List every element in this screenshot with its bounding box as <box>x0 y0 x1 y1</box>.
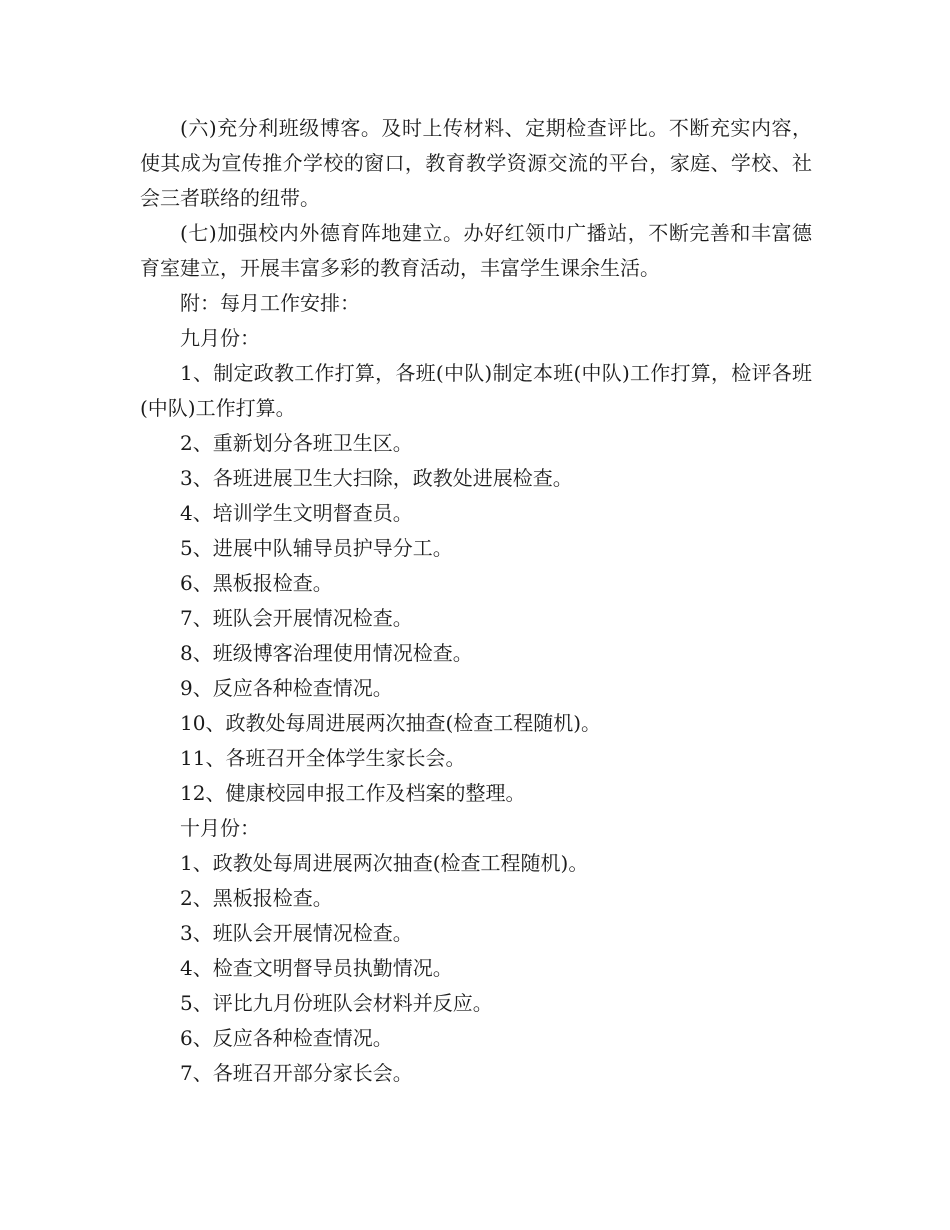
october-item-3: 3、班队会开展情况检查。 <box>180 921 413 945</box>
october-item-1: 1、政教处每周进展两次抽查(检查工程随机)。 <box>180 851 589 875</box>
september-item-6: 6、黑板报检查。 <box>180 571 333 595</box>
paragraph-six: (六)充分利班级博客。及时上传材料、定期检查评比。不断充实内容，使其成为宣传推介学校的窗口，教育教学资源交流的平台，家庭、学校、社会三者联络的纽带。 <box>140 116 812 210</box>
october-item-2: 2、黑板报检查。 <box>180 886 333 910</box>
october-heading: 十月份： <box>180 816 260 840</box>
september-item-7: 7、班队会开展情况检查。 <box>180 606 413 630</box>
september-item-9: 9、反应各种检查情况。 <box>180 676 393 700</box>
september-item-5: 5、进展中队辅导员护导分工。 <box>180 536 453 560</box>
september-item-12: 12、健康校园申报工作及档案的整理。 <box>180 781 526 805</box>
october-item-7: 7、各班召开部分家长会。 <box>180 1061 413 1085</box>
september-heading: 九月份： <box>180 326 260 350</box>
september-item-2: 2、重新划分各班卫生区。 <box>180 431 413 455</box>
september-item-1: 1、制定政教工作打算，各班(中队)制定本班(中队)工作打算，检评各班(中队)工作打算。 <box>140 361 812 420</box>
october-item-5: 5、评比九月份班队会材料并反应。 <box>180 991 493 1015</box>
september-item-11: 11、各班召开全体学生家长会。 <box>180 746 466 770</box>
document-page <box>140 111 812 1091</box>
september-item-8: 8、班级博客治理使用情况检查。 <box>180 641 473 665</box>
september-item-10: 10、政教处每周进展两次抽查(检查工程随机)。 <box>180 711 602 735</box>
october-item-6: 6、反应各种检查情况。 <box>180 1026 393 1050</box>
september-item-4: 4、培训学生文明督查员。 <box>180 501 413 525</box>
paragraph-seven: (七)加强校内外德育阵地建立。办好红领巾广播站，不断完善和丰富德育室建立，开展丰富多彩的教育活动，丰富学生课余生活。 <box>140 221 812 280</box>
september-item-3: 3、各班进展卫生大扫除，政教处进展检查。 <box>180 466 573 490</box>
appendix-title: 附：每月工作安排： <box>180 291 360 315</box>
october-item-4: 4、检查文明督导员执勤情况。 <box>180 956 453 980</box>
